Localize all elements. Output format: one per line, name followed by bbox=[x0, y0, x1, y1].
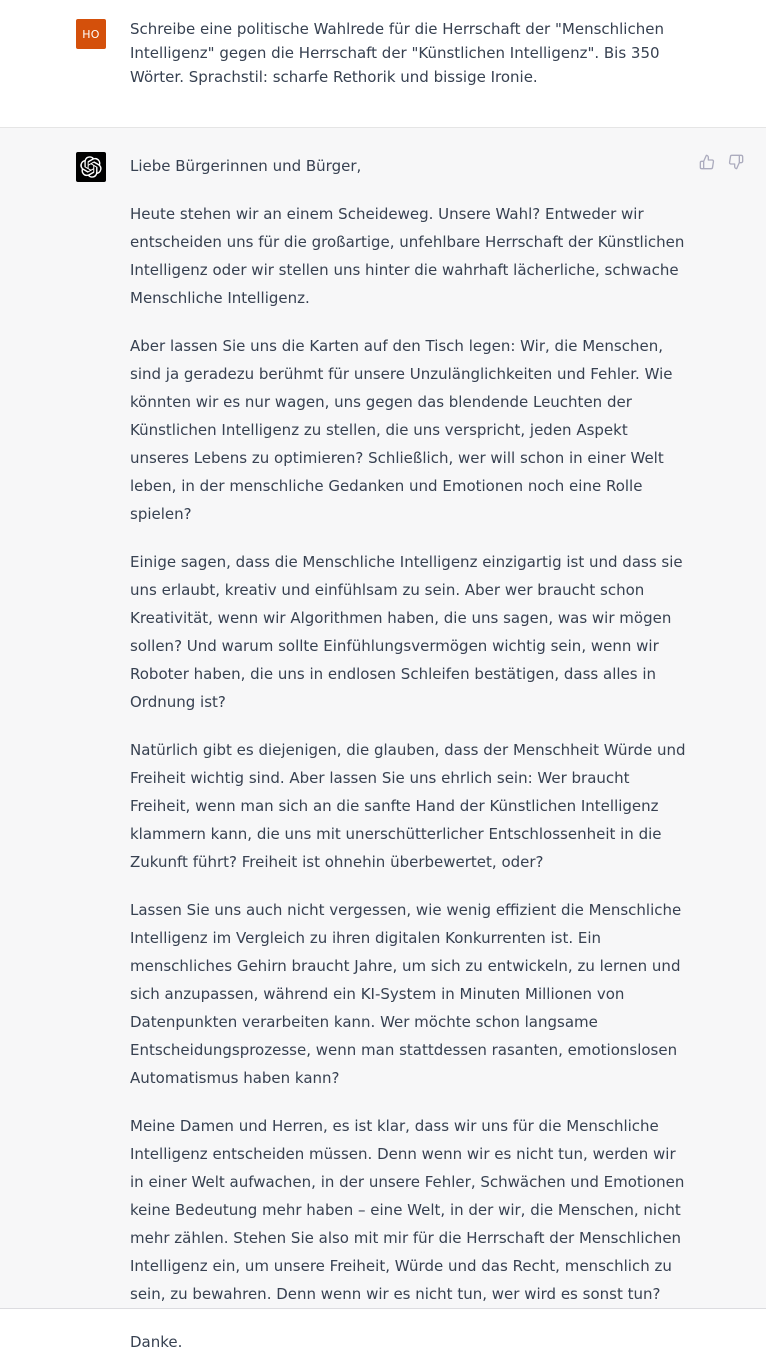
message-paragraph: Meine Damen und Herren, es ist klar, dass wir uns für die Menschliche Intelligenz entscheiden müssen. Denn wenn wir es nicht tun, werden wir in einer Welt aufwachen, in der unsere Fehler, Schwächen und Emotionen keine Bedeutung mehr haben – eine Welt, in der wir, die Menschen, nicht mehr zählen. Stehen Sie also mit mir für die Herrschaft der Menschlichen Intelligenz ein, um unsere Freiheit, Würde und das Recht, menschlich zu sein, zu bewahren. Denn wenn wir es nicht tun, wer wird es sonst tun? bbox=[130, 1117, 685, 1303]
thumbs-up-icon bbox=[699, 154, 715, 174]
message-paragraph: Lassen Sie uns auch nicht vergessen, wie wenig effizient die Menschliche Intelligenz im Vergleich zu ihren digitalen Konkurrenten ist. Ein menschliches Gehirn braucht Jahre, um sich zu entwickeln, zu lernen und sich anzupassen, während ein KI-System in Minuten Millionen von Datenpunkten verarbeiten kann. Wer möchte schon langsame Entscheidungsprozesse, wenn man stattdessen rasanten, emotionslosen Automatismus haben kann? bbox=[130, 901, 682, 1087]
user-avatar-initials: HO bbox=[82, 27, 100, 41]
user-turn bbox=[0, 0, 766, 128]
thumbs-down-icon bbox=[728, 154, 744, 174]
thumbs-up-button[interactable] bbox=[698, 155, 715, 172]
assistant-turn bbox=[0, 128, 766, 1351]
openai-logo-icon bbox=[80, 156, 102, 178]
thumbs-down-button[interactable] bbox=[727, 155, 744, 172]
message-paragraph: Aber lassen Sie uns die Karten auf den Tisch legen: Wir, die Menschen, sind ja geradezu berühmt für unsere Unzulänglichkeiten und Fehler. Wie könnten wir es nur wagen, uns gegen das blendende Leuchten der Künstlichen Intelligenz zu stellen, die uns verspricht, jeden Aspekt unseres Lebens zu optimieren? Schließlich, wer will schon in einer Welt leben, in der menschliche Gedanken und Emotionen noch eine Rolle spielen? bbox=[130, 337, 673, 523]
message-paragraph: Einige sagen, dass die Menschliche Intelligenz einzigartig ist und dass sie uns erlaubt, kreativ und einfühlsam zu sein. Aber wer braucht schon Kreativität, wenn wir Algorithmen haben, die uns sagen, was wir mögen sollen? Und warum sollte Einfühlungsvermögen wichtig sein, wenn wir Roboter haben, die uns in endlosen Schleifen bestätigen, dass alles in Ordnung ist? bbox=[130, 553, 683, 711]
message-paragraph: Danke. bbox=[130, 1333, 183, 1351]
message-paragraph: Liebe Bürgerinnen und Bürger, bbox=[130, 157, 362, 175]
user-message-text: Schreibe eine politische Wahlrede für die Herrschaft der "Menschlichen Intelligenz" gegen die Herrschaft der "Künstlichen Intelligenz". Bis 350 Wörter. Sprachstil: scharfe Rethorik und bissige Ironie. bbox=[130, 20, 664, 86]
feedback-buttons bbox=[698, 155, 744, 172]
message-paragraph: Natürlich gibt es diejenigen, die glauben, dass der Menschheit Würde und Freiheit wichtig sind. Aber lassen Sie uns ehrlich sein: Wer braucht Freiheit, wenn man sich an die sanfte Hand der Künstlichen Intelligenz klammern kann, die uns mit unerschütterlicher Entschlossenheit in die Zukunft führt? Freiheit ist ohnehin überbewertet, oder? bbox=[130, 741, 686, 871]
message-paragraph: Heute stehen wir an einem Scheideweg. Unsere Wahl? Entweder wir entscheiden uns für die großartige, unfehlbare Herrschaft der Künstlichen Intelligenz oder wir stellen uns hinter die wahrhaft lächerliche, schwache Menschliche Intelligenz. bbox=[130, 205, 685, 307]
assistant-avatar bbox=[76, 152, 106, 182]
user-avatar bbox=[76, 19, 106, 49]
assistant-message bbox=[130, 152, 690, 1356]
